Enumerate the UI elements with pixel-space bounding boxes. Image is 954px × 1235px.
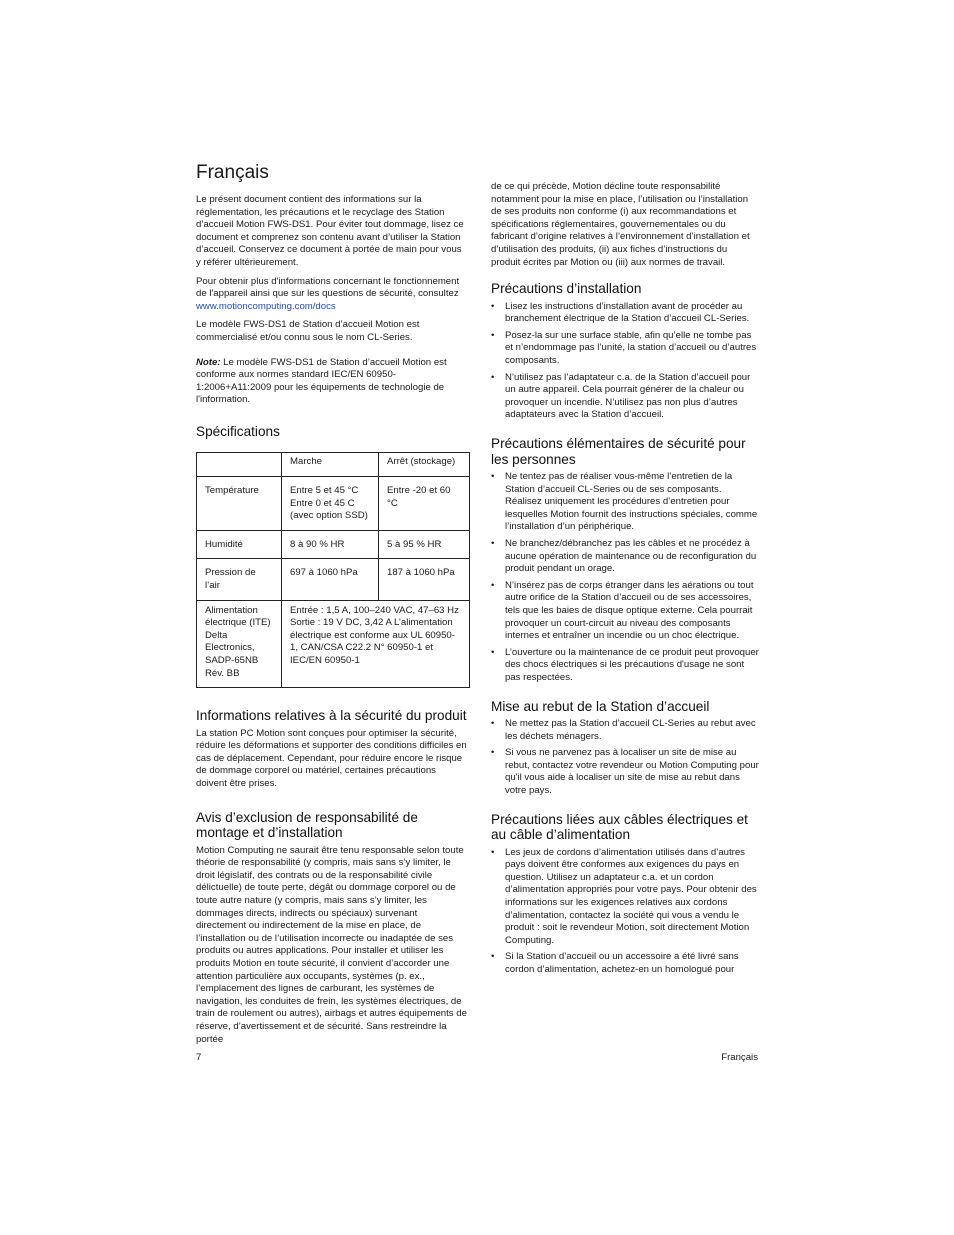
list-item: • L’ouverture ou la maintenance de ce produit peut provoquer des chocs électriques si les précautions d'usage ne sont pas respectées. <box>491 647 759 685</box>
install-list <box>491 301 759 422</box>
table-cell: Température <box>197 477 282 531</box>
left-column <box>196 194 468 1052</box>
disposal-list <box>491 718 759 798</box>
list-item: • Si la Station d’accueil ou un accessoire a été livré sans cordon d’alimentation, achetez-en un homologué pour <box>491 951 759 976</box>
table-row <box>197 477 470 531</box>
list-item: • Ne tentez pas de réaliser vous-même l’entretien de la Station d’accueil CL-Series ou de ses composants. Réalisez uniquement les procédures d’entretien pour lesquelles Motion fournit des instructions spéciales, comme l’installation d’un périphérique. <box>491 471 759 534</box>
spec-table <box>196 452 470 688</box>
docs-link[interactable]: www.motioncomputing.com/docs <box>196 300 336 312</box>
cables-heading: Précautions liées aux câbles électriques et au câble d’alimentation <box>491 811 748 843</box>
list-item: • Les jeux de cordons d’alimentation utilisés dans d’autres pays doivent être conformes aux exigences du pays en question. Utilisez un adaptateur c.a. et un cordon d’alimentation appropriés pour votre pays. Pour obtenir des informations sur les exigences relatives aux cordons d’alimentation, contactez la société qui vous a vendu le produit : soit le revendeur Motion, soit directement Motion Computing. <box>491 847 759 948</box>
model-paragraph: Le modèle FWS-DS1 de Station d’accueil Motion est commercialisé et/ou connu sous le nom CL-Series. <box>196 319 420 343</box>
table-cell: 697 à 1060 hPa <box>282 559 379 600</box>
disposal-heading: Mise au rebut de la Station d’accueil <box>491 698 710 714</box>
safety-paragraph: La station PC Motion sont conçues pour optimiser la sécurité, réduire les déformations et supporter des conditions difficiles en cas de déplacement. Cependant, pour réduire encore le risque de dommage corporel ou matériel, certaines précautions doivent être prises. <box>196 727 467 789</box>
table-row <box>197 600 470 688</box>
table-cell: Entre -20 et 60 °C <box>379 477 470 531</box>
list-item: • N’insérez pas de corps étranger dans les aérations ou tout autre orifice de la Station d’accueil ou de ses accessoires, tels que les baies de disque optique externe. Cela pourrait provoquer un court-circuit au niveau des composants internes et entraîner un incendie ou un choc électrique. <box>491 580 759 643</box>
note-text: Le modèle FWS-DS1 de Station d’accueil Motion est conforme aux normes standard IEC/EN 60950-1:2006+A11:2009 pour les équipements de technologie de l'information. <box>196 356 447 406</box>
list-item: • Ne mettez pas la Station d’accueil CL-Series au rebut avec les déchets ménagers. <box>491 718 759 743</box>
table-cell: Entre 5 et 45 °C Entre 0 et 45 C (avec option SSD) <box>282 477 379 531</box>
safety-heading: Informations relatives à la sécurité du produit <box>196 708 467 724</box>
note-paragraph <box>196 357 468 407</box>
install-heading: Précautions d’installation <box>491 281 642 297</box>
note-label: Note: <box>196 356 221 368</box>
info-paragraph <box>196 276 468 314</box>
disclaimer-paragraph: Motion Computing ne saurait être tenu responsable selon toute théorie de responsabilité (y compris, mais sans s’y limiter, le droit législatif, des contrats ou de la responsabilité civile délictuelle) de toute perte, dégât ou dommage corporel ou de toute autre nature (y compris, mais sans s’y limiter, les dommages directs, indirects ou spéciaux) survenant directement ou indirectement de la mise en place, de l’installation ou de l’utilisation incorrecte ou inadaptée de ses produits ou autres applications. Pour installer et utiliser les produits Motion en toute sécurité, il convient d’accorder une attention particulière aux occupants, systèmes (p. ex., l’emplacement des lignes de carburant, les systèmes de navigation, les conduites de frein, les systèmes électriques, de train de roulement ou autres), airbags et autres équipements de réserve, d’avertissement et de sécurité. Sans restreindre la portée <box>196 844 467 1045</box>
table-header-cell: Arrêt (stockage) <box>379 453 470 477</box>
intro-paragraph: Le présent document contient des informations sur la réglementation, les précautions et le recyclage des Station d’accueil Motion FWS-DS1. Pour éviter tout dommage, lisez ce document et comprenez son contenu avant d’utiliser la Station d’accueil. Conservez ce document à portée de main pour vous y référer ultérieurement. <box>196 194 464 268</box>
list-item: • Si vous ne parvenez pas à localiser un site de mise au rebut, contactez votre revendeur ou Motion Computing pour qu'il vous aide à localiser un site de mise au rebut dans votre pays. <box>491 747 759 797</box>
table-header-cell: Marche <box>282 453 379 477</box>
right-column <box>491 181 759 981</box>
list-item: • N’utilisez pas l’adaptateur c.a. de la Station d’accueil pour un autre appareil. Cela pourrait générer de la chaleur ou provoquer un incendie. N’utilisez pas non plus d’autres adaptateurs avec la Station d’accueil. <box>491 372 759 422</box>
table-row <box>197 559 470 600</box>
page-title: Français <box>196 162 269 183</box>
table-cell: Humidité <box>197 530 282 559</box>
table-cell: 187 à 1060 hPa <box>379 559 470 600</box>
table-cell: Entrée : 1,5 A, 100–240 VAC, 47–63 Hz Sortie : 19 V DC, 3,42 A L’alimentation électrique est conforme aux UL 60950-1, CAN/CSA C22.2 N° 60950-1 et IEC/EN 60950-1 <box>282 600 470 688</box>
table-cell: Alimentation électrique (ITE) Delta Electronics, SADP-65NB Rév. BB <box>197 600 282 688</box>
table-header-cell <box>197 453 282 477</box>
personal-list <box>491 471 759 685</box>
list-item: • Ne branchez/débranchez pas les câbles et ne procédez à aucune opération de maintenance ou de reconfiguration du produit pendant un orage. <box>491 538 759 576</box>
disclaimer-heading: Avis d’exclusion de responsabilité de montage et d’installation <box>196 809 418 841</box>
cables-list <box>491 847 759 977</box>
spec-heading: Spécifications <box>196 423 280 439</box>
table-cell: Pression de l’air <box>197 559 282 600</box>
table-cell: 5 à 95 % HR <box>379 530 470 559</box>
table-row <box>197 530 470 559</box>
continuation-paragraph: de ce qui précède, Motion décline toute responsabilité notamment pour la mise en place, l’utilisation ou l’installation de ses produits non conforme (i) aux recommandations et spécifications réglementaires, gouvernementales ou du fabricant d’origine relatives à l’environnement d’installation et d’utilisation des produits, (ii) aux fiches d’instructions du produit écrites par Motion ou (iii) aux normes de travail. <box>491 181 750 268</box>
footer-language: Français <box>721 1052 758 1063</box>
info-text: Pour obtenir plus d'informations concernant le fonctionnement de l'appareil ainsi que sur les questions de sécurité, consultez <box>196 275 460 300</box>
page-number: 7 <box>196 1052 202 1063</box>
personal-heading: Précautions élémentaires de sécurité pour les personnes <box>491 436 746 467</box>
table-cell: 8 à 90 % HR <box>282 530 379 559</box>
table-header-row <box>197 453 470 477</box>
list-item: • Lisez les instructions d’installation avant de procéder au branchement électrique de la Station d’accueil CL-Series. <box>491 301 759 326</box>
list-item: • Posez-la sur une surface stable, afin qu’elle ne tombe pas et n’endommage pas l’unité, la station d’accueil ou d’autres composants. <box>491 330 759 368</box>
